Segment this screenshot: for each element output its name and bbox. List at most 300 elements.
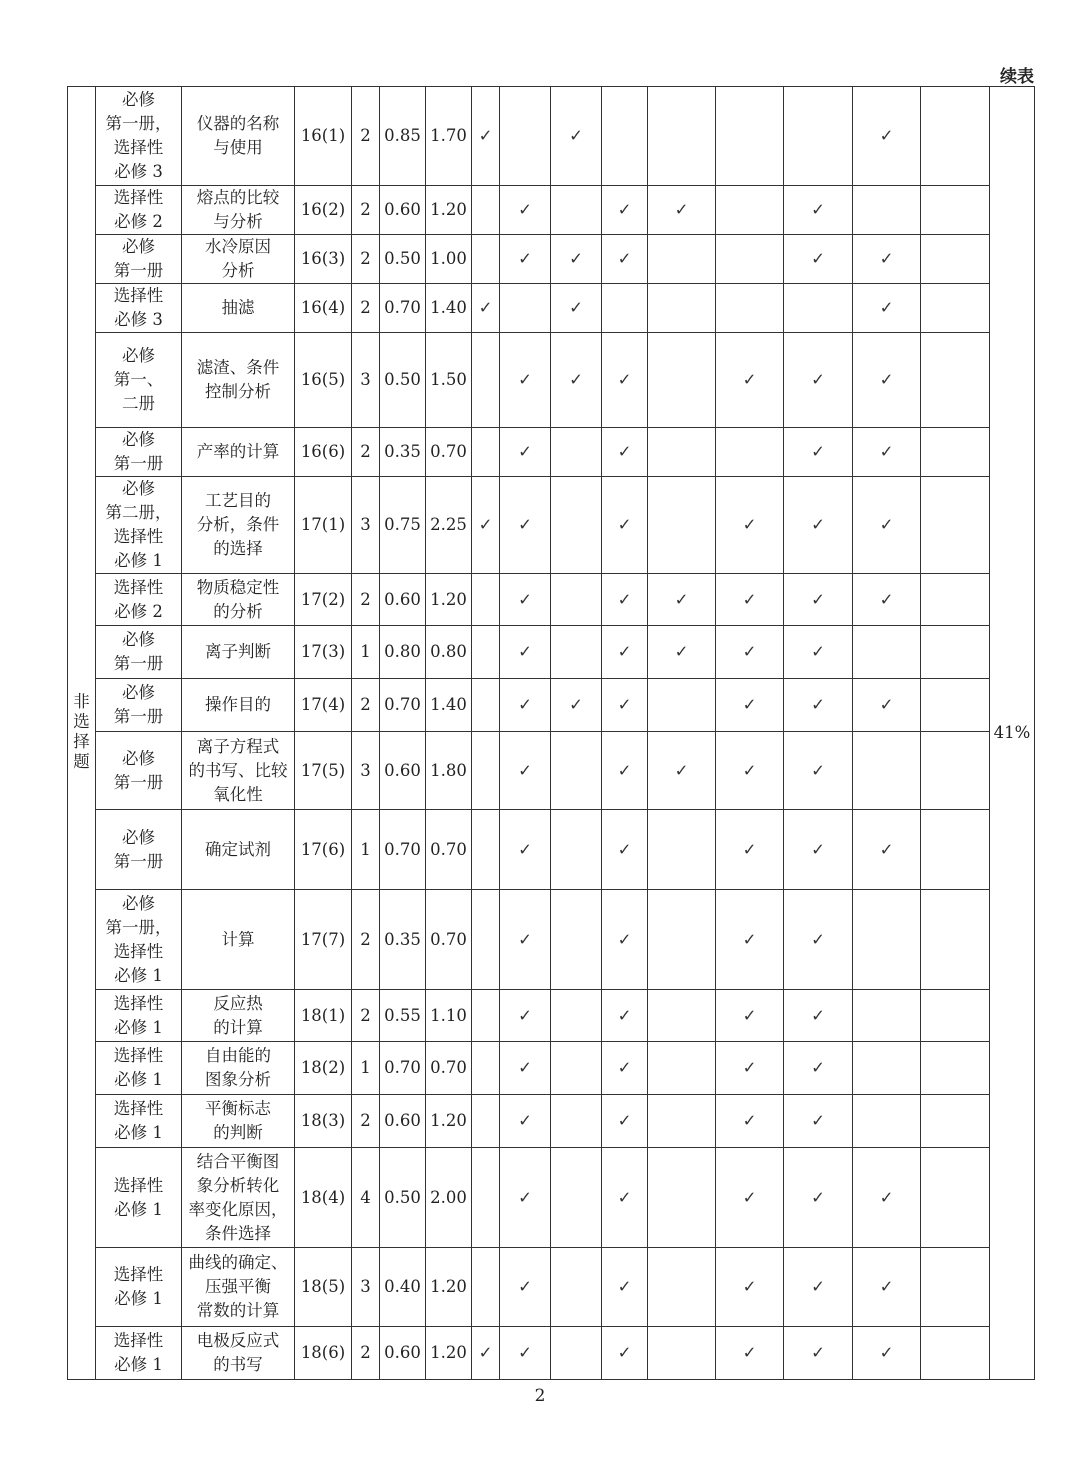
check-mark-icon: ✓ (500, 1327, 551, 1380)
check-mark-icon: ✓ (784, 428, 853, 477)
score-cell: 2 (352, 235, 380, 284)
textbook-cell: 选择性 必修 2 (96, 186, 182, 235)
check-mark-icon: ✓ (602, 679, 648, 732)
difficulty-cell: 0.80 (380, 626, 426, 679)
table-row (68, 890, 1035, 990)
check-mark-icon: ✓ (853, 428, 921, 477)
check-mark-icon: ✓ (602, 333, 648, 428)
empty-cell (472, 574, 500, 626)
empty-cell (784, 87, 853, 186)
question-number-cell: 18(6) (295, 1327, 352, 1380)
check-mark-icon: ✓ (602, 1148, 648, 1248)
check-mark-icon: ✓ (602, 1327, 648, 1380)
empty-cell (472, 1248, 500, 1327)
weighted-value-cell: 1.20 (426, 574, 472, 626)
check-mark-icon: ✓ (784, 186, 853, 235)
empty-cell (921, 1327, 990, 1380)
check-mark-icon: ✓ (500, 428, 551, 477)
difficulty-cell: 0.70 (380, 284, 426, 333)
empty-cell (921, 574, 990, 626)
empty-cell (921, 810, 990, 890)
difficulty-cell: 0.40 (380, 1248, 426, 1327)
check-mark-icon: ✓ (602, 1095, 648, 1148)
check-mark-icon: ✓ (784, 890, 853, 990)
question-number-cell: 17(7) (295, 890, 352, 990)
difficulty-cell: 0.60 (380, 574, 426, 626)
check-mark-icon: ✓ (716, 990, 784, 1042)
check-mark-icon: ✓ (853, 1248, 921, 1327)
check-mark-icon: ✓ (602, 890, 648, 990)
empty-cell (551, 990, 602, 1042)
content-cell: 曲线的确定、 压强平衡 常数的计算 (182, 1248, 295, 1327)
empty-cell (472, 732, 500, 810)
table-row (68, 990, 1035, 1042)
empty-cell (921, 477, 990, 574)
textbook-cell: 必修 第一册 (96, 732, 182, 810)
textbook-cell: 选择性 必修 1 (96, 1327, 182, 1380)
content-cell: 确定试剂 (182, 810, 295, 890)
textbook-cell: 必修 第一册， 选择性 必修 3 (96, 87, 182, 186)
difficulty-cell: 0.50 (380, 333, 426, 428)
check-mark-icon: ✓ (853, 87, 921, 186)
difficulty-cell: 0.70 (380, 679, 426, 732)
check-mark-icon: ✓ (500, 235, 551, 284)
check-mark-icon: ✓ (784, 1248, 853, 1327)
table-row (68, 87, 1035, 186)
empty-cell (921, 87, 990, 186)
empty-cell (551, 810, 602, 890)
content-cell: 产率的计算 (182, 428, 295, 477)
question-number-cell: 16(5) (295, 333, 352, 428)
empty-cell (472, 1148, 500, 1248)
textbook-cell: 选择性 必修 1 (96, 1095, 182, 1148)
check-mark-icon: ✓ (784, 1148, 853, 1248)
table-row (68, 1042, 1035, 1095)
check-mark-icon: ✓ (716, 1327, 784, 1380)
score-cell: 3 (352, 732, 380, 810)
check-mark-icon: ✓ (500, 1148, 551, 1248)
empty-cell (921, 1248, 990, 1327)
table-row (68, 1327, 1035, 1380)
question-number-cell: 16(6) (295, 428, 352, 477)
weighted-value-cell: 0.70 (426, 810, 472, 890)
check-mark-icon: ✓ (602, 626, 648, 679)
table-row (68, 732, 1035, 810)
section-label: 非选择题 (68, 87, 96, 1380)
score-cell: 2 (352, 87, 380, 186)
textbook-cell: 选择性 必修 1 (96, 1248, 182, 1327)
empty-cell (921, 732, 990, 810)
empty-cell (472, 1042, 500, 1095)
score-cell: 3 (352, 333, 380, 428)
empty-cell (648, 1095, 716, 1148)
empty-cell (921, 428, 990, 477)
empty-cell (716, 284, 784, 333)
percentage-cell: 41% (990, 87, 1035, 1380)
empty-cell (853, 732, 921, 810)
check-mark-icon: ✓ (716, 1148, 784, 1248)
empty-cell (921, 679, 990, 732)
empty-cell (921, 1042, 990, 1095)
empty-cell (472, 333, 500, 428)
empty-cell (853, 1095, 921, 1148)
score-cell: 2 (352, 284, 380, 333)
check-mark-icon: ✓ (500, 732, 551, 810)
check-mark-icon: ✓ (716, 1248, 784, 1327)
question-number-cell: 18(2) (295, 1042, 352, 1095)
empty-cell (648, 87, 716, 186)
content-cell: 自由能的 图象分析 (182, 1042, 295, 1095)
empty-cell (921, 890, 990, 990)
check-mark-icon: ✓ (784, 1095, 853, 1148)
empty-cell (648, 990, 716, 1042)
check-mark-icon: ✓ (784, 990, 853, 1042)
textbook-cell: 必修 第一册， 选择性 必修 1 (96, 890, 182, 990)
empty-cell (551, 1042, 602, 1095)
empty-cell (853, 890, 921, 990)
difficulty-cell: 0.70 (380, 1042, 426, 1095)
question-number-cell: 17(1) (295, 477, 352, 574)
empty-cell (648, 477, 716, 574)
check-mark-icon: ✓ (853, 679, 921, 732)
difficulty-cell: 0.35 (380, 428, 426, 477)
table-row (68, 333, 1035, 428)
check-mark-icon: ✓ (472, 477, 500, 574)
difficulty-cell: 0.85 (380, 87, 426, 186)
weighted-value-cell: 0.80 (426, 626, 472, 679)
check-mark-icon: ✓ (602, 186, 648, 235)
table-row (68, 477, 1035, 574)
score-cell: 2 (352, 428, 380, 477)
check-mark-icon: ✓ (472, 87, 500, 186)
check-mark-icon: ✓ (551, 235, 602, 284)
content-cell: 离子判断 (182, 626, 295, 679)
empty-cell (551, 1148, 602, 1248)
difficulty-cell: 0.70 (380, 810, 426, 890)
score-cell: 3 (352, 477, 380, 574)
content-cell: 计算 (182, 890, 295, 990)
empty-cell (921, 235, 990, 284)
empty-cell (921, 990, 990, 1042)
check-mark-icon: ✓ (853, 333, 921, 428)
empty-cell (921, 333, 990, 428)
difficulty-cell: 0.55 (380, 990, 426, 1042)
table-row (68, 626, 1035, 679)
check-mark-icon: ✓ (500, 1248, 551, 1327)
empty-cell (472, 810, 500, 890)
analysis-table (67, 86, 1035, 1380)
empty-cell (648, 333, 716, 428)
empty-cell (551, 1248, 602, 1327)
empty-cell (716, 428, 784, 477)
question-number-cell: 17(4) (295, 679, 352, 732)
check-mark-icon: ✓ (602, 428, 648, 477)
question-number-cell: 18(3) (295, 1095, 352, 1148)
empty-cell (472, 235, 500, 284)
textbook-cell: 必修 第一册 (96, 810, 182, 890)
empty-cell (716, 186, 784, 235)
check-mark-icon: ✓ (716, 732, 784, 810)
content-cell: 反应热 的计算 (182, 990, 295, 1042)
score-cell: 2 (352, 1327, 380, 1380)
check-mark-icon: ✓ (500, 890, 551, 990)
question-number-cell: 18(5) (295, 1248, 352, 1327)
empty-cell (921, 1095, 990, 1148)
check-mark-icon: ✓ (551, 284, 602, 333)
check-mark-icon: ✓ (784, 679, 853, 732)
question-number-cell: 17(2) (295, 574, 352, 626)
check-mark-icon: ✓ (602, 1042, 648, 1095)
weighted-value-cell: 1.20 (426, 1095, 472, 1148)
score-cell: 1 (352, 626, 380, 679)
table-row (68, 810, 1035, 890)
weighted-value-cell: 1.20 (426, 1327, 472, 1380)
question-number-cell: 16(4) (295, 284, 352, 333)
empty-cell (716, 87, 784, 186)
empty-cell (648, 284, 716, 333)
textbook-cell: 必修 第一册 (96, 235, 182, 284)
check-mark-icon: ✓ (853, 284, 921, 333)
difficulty-cell: 0.60 (380, 732, 426, 810)
weighted-value-cell: 1.40 (426, 284, 472, 333)
question-number-cell: 16(2) (295, 186, 352, 235)
textbook-cell: 必修 第一册 (96, 428, 182, 477)
empty-cell (602, 284, 648, 333)
content-cell: 结合平衡图 象分析转化 率变化原因， 条件选择 (182, 1148, 295, 1248)
check-mark-icon: ✓ (784, 732, 853, 810)
weighted-value-cell: 2.25 (426, 477, 472, 574)
table-row (68, 574, 1035, 626)
check-mark-icon: ✓ (784, 235, 853, 284)
check-mark-icon: ✓ (500, 679, 551, 732)
empty-cell (921, 1148, 990, 1248)
empty-cell (551, 732, 602, 810)
check-mark-icon: ✓ (716, 333, 784, 428)
score-cell: 2 (352, 890, 380, 990)
check-mark-icon: ✓ (784, 810, 853, 890)
weighted-value-cell: 0.70 (426, 890, 472, 990)
weighted-value-cell: 1.00 (426, 235, 472, 284)
content-cell: 工艺目的 分析，条件 的选择 (182, 477, 295, 574)
check-mark-icon: ✓ (500, 1095, 551, 1148)
empty-cell (648, 679, 716, 732)
score-cell: 3 (352, 1248, 380, 1327)
check-mark-icon: ✓ (853, 1148, 921, 1248)
content-cell: 电极反应式 的书写 (182, 1327, 295, 1380)
score-cell: 2 (352, 990, 380, 1042)
empty-cell (921, 186, 990, 235)
empty-cell (853, 186, 921, 235)
score-cell: 2 (352, 574, 380, 626)
empty-cell (853, 626, 921, 679)
empty-cell (648, 1148, 716, 1248)
score-cell: 1 (352, 1042, 380, 1095)
check-mark-icon: ✓ (716, 626, 784, 679)
empty-cell (648, 890, 716, 990)
check-mark-icon: ✓ (716, 890, 784, 990)
check-mark-icon: ✓ (648, 574, 716, 626)
check-mark-icon: ✓ (784, 626, 853, 679)
weighted-value-cell: 2.00 (426, 1148, 472, 1248)
check-mark-icon: ✓ (602, 574, 648, 626)
check-mark-icon: ✓ (648, 186, 716, 235)
textbook-cell: 选择性 必修 1 (96, 990, 182, 1042)
empty-cell (551, 574, 602, 626)
empty-cell (648, 810, 716, 890)
empty-cell (500, 87, 551, 186)
continued-label: 续表 (1000, 67, 1034, 87)
question-number-cell: 17(5) (295, 732, 352, 810)
weighted-value-cell: 1.10 (426, 990, 472, 1042)
table-row (68, 679, 1035, 732)
empty-cell (472, 186, 500, 235)
check-mark-icon: ✓ (500, 574, 551, 626)
empty-cell (551, 186, 602, 235)
empty-cell (853, 990, 921, 1042)
check-mark-icon: ✓ (472, 284, 500, 333)
weighted-value-cell: 1.40 (426, 679, 472, 732)
empty-cell (551, 477, 602, 574)
check-mark-icon: ✓ (472, 1327, 500, 1380)
question-number-cell: 18(4) (295, 1148, 352, 1248)
page-number: 2 (534, 1386, 546, 1406)
check-mark-icon: ✓ (648, 732, 716, 810)
textbook-cell: 必修 第一册 (96, 679, 182, 732)
question-number-cell: 18(1) (295, 990, 352, 1042)
difficulty-cell: 0.50 (380, 1148, 426, 1248)
check-mark-icon: ✓ (853, 574, 921, 626)
weighted-value-cell: 1.80 (426, 732, 472, 810)
difficulty-cell: 0.60 (380, 1095, 426, 1148)
empty-cell (648, 1248, 716, 1327)
check-mark-icon: ✓ (784, 1042, 853, 1095)
question-number-cell: 16(1) (295, 87, 352, 186)
check-mark-icon: ✓ (500, 990, 551, 1042)
check-mark-icon: ✓ (500, 333, 551, 428)
check-mark-icon: ✓ (784, 1327, 853, 1380)
table-row (68, 428, 1035, 477)
check-mark-icon: ✓ (602, 990, 648, 1042)
empty-cell (602, 87, 648, 186)
score-cell: 2 (352, 186, 380, 235)
textbook-cell: 选择性 必修 2 (96, 574, 182, 626)
check-mark-icon: ✓ (853, 235, 921, 284)
textbook-cell: 选择性 必修 1 (96, 1042, 182, 1095)
content-cell: 仪器的名称 与使用 (182, 87, 295, 186)
score-cell: 2 (352, 679, 380, 732)
difficulty-cell: 0.50 (380, 235, 426, 284)
textbook-cell: 选择性 必修 3 (96, 284, 182, 333)
check-mark-icon: ✓ (784, 333, 853, 428)
table-row (68, 284, 1035, 333)
empty-cell (784, 284, 853, 333)
content-cell: 抽滤 (182, 284, 295, 333)
weighted-value-cell: 1.70 (426, 87, 472, 186)
content-cell: 物质稳定性 的分析 (182, 574, 295, 626)
check-mark-icon: ✓ (602, 477, 648, 574)
check-mark-icon: ✓ (716, 810, 784, 890)
weighted-value-cell: 1.20 (426, 1248, 472, 1327)
check-mark-icon: ✓ (551, 87, 602, 186)
table-row (68, 1148, 1035, 1248)
score-cell: 4 (352, 1148, 380, 1248)
check-mark-icon: ✓ (648, 626, 716, 679)
check-mark-icon: ✓ (551, 333, 602, 428)
empty-cell (472, 428, 500, 477)
check-mark-icon: ✓ (716, 574, 784, 626)
empty-cell (472, 890, 500, 990)
content-cell: 平衡标志 的判断 (182, 1095, 295, 1148)
check-mark-icon: ✓ (602, 235, 648, 284)
check-mark-icon: ✓ (602, 732, 648, 810)
empty-cell (551, 1095, 602, 1148)
empty-cell (551, 626, 602, 679)
empty-cell (921, 284, 990, 333)
check-mark-icon: ✓ (784, 477, 853, 574)
table-row (68, 235, 1035, 284)
check-mark-icon: ✓ (500, 626, 551, 679)
check-mark-icon: ✓ (551, 679, 602, 732)
difficulty-cell: 0.75 (380, 477, 426, 574)
empty-cell (716, 235, 784, 284)
difficulty-cell: 0.60 (380, 186, 426, 235)
empty-cell (921, 626, 990, 679)
score-cell: 1 (352, 810, 380, 890)
score-cell: 2 (352, 1095, 380, 1148)
check-mark-icon: ✓ (716, 1042, 784, 1095)
check-mark-icon: ✓ (784, 574, 853, 626)
check-mark-icon: ✓ (853, 1327, 921, 1380)
check-mark-icon: ✓ (716, 1095, 784, 1148)
textbook-cell: 必修 第二册， 选择性 必修 1 (96, 477, 182, 574)
empty-cell (472, 990, 500, 1042)
check-mark-icon: ✓ (602, 1248, 648, 1327)
textbook-cell: 必修 第一、 二册 (96, 333, 182, 428)
empty-cell (551, 428, 602, 477)
empty-cell (648, 1042, 716, 1095)
question-number-cell: 17(3) (295, 626, 352, 679)
empty-cell (500, 284, 551, 333)
empty-cell (472, 626, 500, 679)
check-mark-icon: ✓ (500, 477, 551, 574)
empty-cell (472, 1095, 500, 1148)
content-cell: 熔点的比较 与分析 (182, 186, 295, 235)
table-row (68, 1248, 1035, 1327)
check-mark-icon: ✓ (500, 810, 551, 890)
textbook-cell: 必修 第一册 (96, 626, 182, 679)
check-mark-icon: ✓ (716, 679, 784, 732)
empty-cell (551, 1327, 602, 1380)
difficulty-cell: 0.35 (380, 890, 426, 990)
weighted-value-cell: 0.70 (426, 428, 472, 477)
difficulty-cell: 0.60 (380, 1327, 426, 1380)
question-number-cell: 17(6) (295, 810, 352, 890)
empty-cell (648, 1327, 716, 1380)
check-mark-icon: ✓ (853, 810, 921, 890)
content-cell: 操作目的 (182, 679, 295, 732)
check-mark-icon: ✓ (716, 477, 784, 574)
content-cell: 离子方程式 的书写、比较 氧化性 (182, 732, 295, 810)
empty-cell (551, 890, 602, 990)
empty-cell (853, 1042, 921, 1095)
check-mark-icon: ✓ (500, 1042, 551, 1095)
check-mark-icon: ✓ (500, 186, 551, 235)
weighted-value-cell: 0.70 (426, 1042, 472, 1095)
empty-cell (648, 235, 716, 284)
check-mark-icon: ✓ (853, 477, 921, 574)
table-row (68, 186, 1035, 235)
weighted-value-cell: 1.20 (426, 186, 472, 235)
